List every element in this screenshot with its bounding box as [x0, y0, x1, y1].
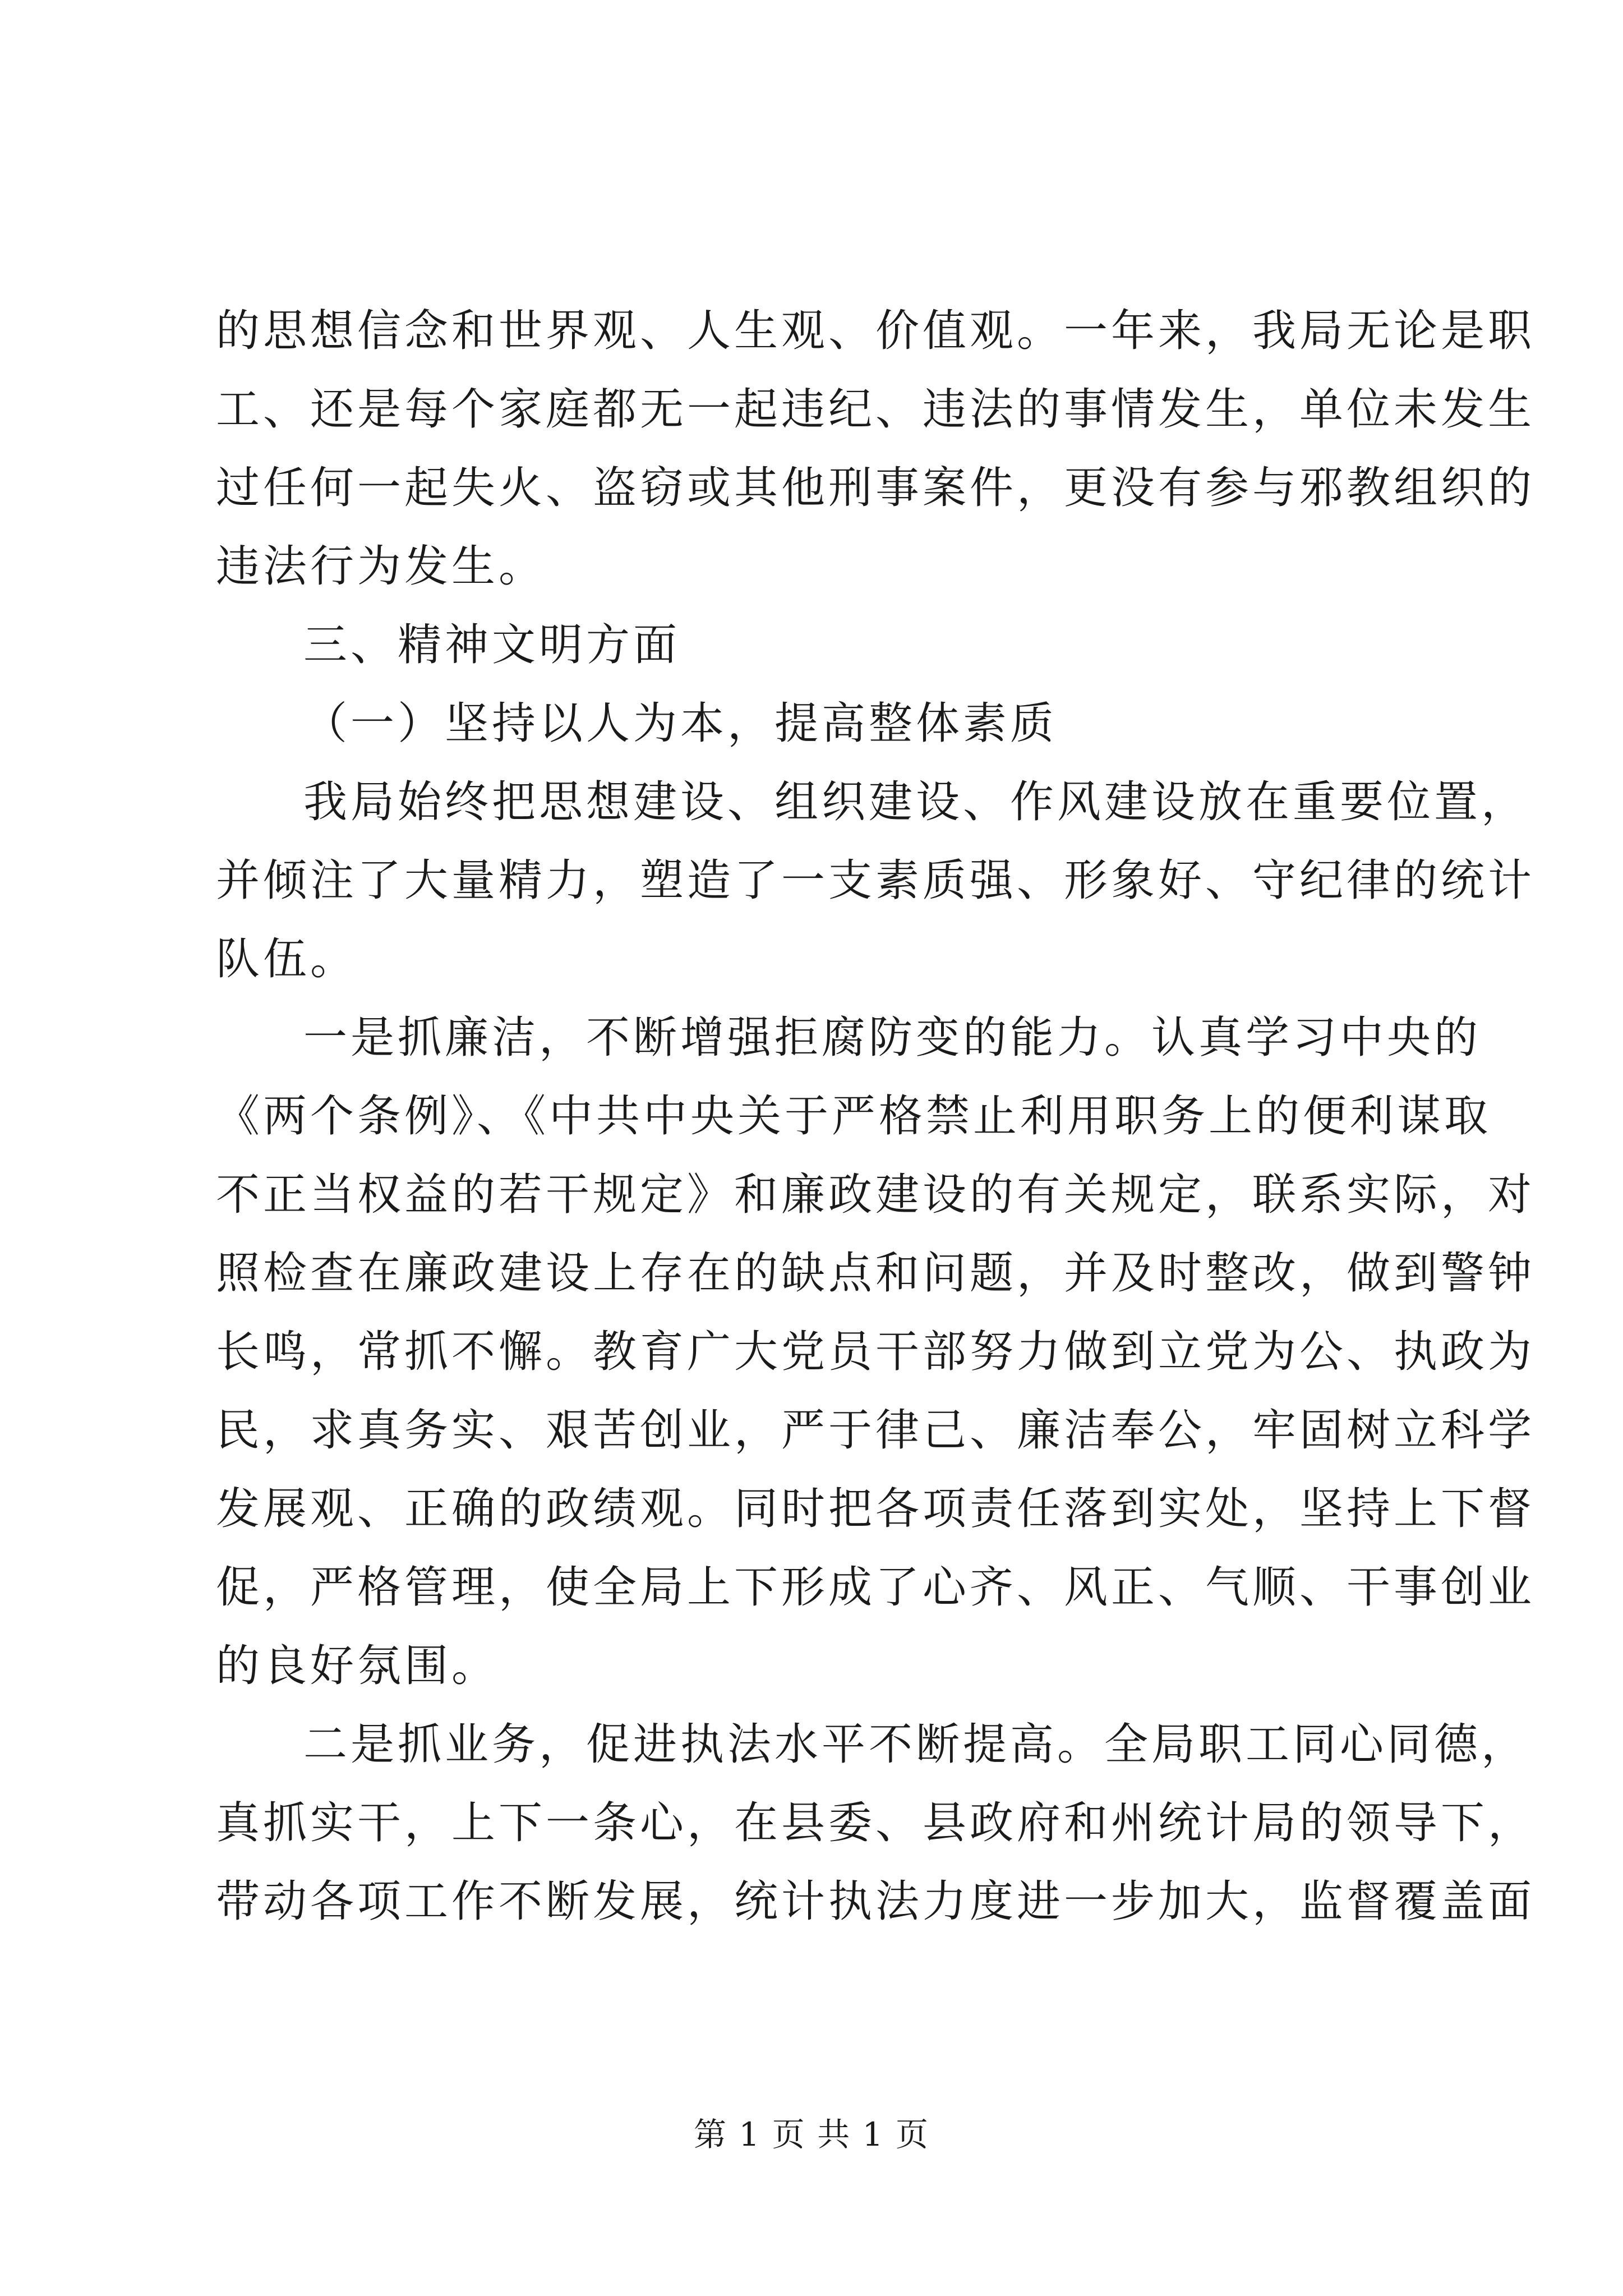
text-line: 《两个条例》、《中共中央关于严格禁止利用职务上的便利谋取 — [216, 1091, 1492, 1142]
text-line: 并倾注了大量精力，塑造了一支素质强、形象好、守纪律的统计 — [216, 855, 1536, 906]
page-footer: 第 1 页 共 1 页 — [694, 2115, 929, 2154]
body-text — [216, 292, 1536, 1941]
subsection-heading: （一）坚持以人为本，提高整体素质 — [303, 698, 1058, 749]
text-line: 的思想信念和世界观、人生观、价值观。一年来，我局无论是职 — [216, 306, 1536, 356]
text-line: 真抓实干，上下一条心，在县委、县政府和州统计局的领导下， — [216, 1798, 1536, 1848]
paragraph-start: 一是抓廉洁，不断增强拒腐防变的能力。认真学习中央的 — [303, 1013, 1482, 1063]
text-line: 违法行为发生。 — [216, 541, 546, 592]
paragraph-start: 二是抓业务，促进执法水平不断提高。全局职工同心同德， — [303, 1719, 1529, 1770]
text-line: 带动各项工作不断发展，统计执法力度进一步加大，监督覆盖面 — [216, 1876, 1536, 1927]
text-line: 长鸣，常抓不懈。教育广大党员干部努力做到立党为公、执政为 — [216, 1327, 1536, 1377]
text-line: 过任何一起失火、盗窃或其他刑事案件，更没有参与邪教组织的 — [216, 463, 1536, 513]
paragraph-start: 我局始终把思想建设、组织建设、作风建设放在重要位置， — [303, 777, 1529, 827]
text-line: 发展观、正确的政绩观。同时把各项责任落到实处，坚持上下督 — [216, 1484, 1536, 1534]
text-line: 工、还是每个家庭都无一起违纪、违法的事情发生，单位未发生 — [216, 384, 1536, 435]
text-line: 照检查在廉政建设上存在的缺点和问题，并及时整改，做到警钟 — [216, 1248, 1536, 1299]
text-line: 促，严格管理，使全局上下形成了心齐、风正、气顺、干事创业 — [216, 1562, 1536, 1613]
text-line: 队伍。 — [216, 934, 358, 984]
text-line: 不正当权益的若干规定》和廉政建设的有关规定，联系实际，对 — [216, 1170, 1536, 1220]
text-line: 民，求真务实、艰苦创业，严于律己、廉洁奉公，牢固树立科学 — [216, 1405, 1536, 1456]
section-heading: 三、精神文明方面 — [303, 620, 681, 670]
text-line: 的良好氛围。 — [216, 1641, 499, 1691]
